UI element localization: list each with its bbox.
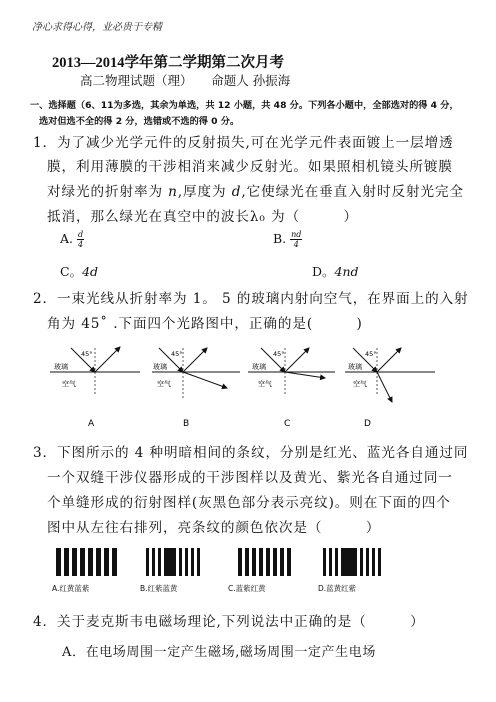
section-line-1: 一、选择题（6、11为多选，其余为单选，共 12 小题，共 48 分。下列各小题中，全部选对的得 4 分， [30,100,459,111]
q3-line-2: 一个双缝干涉仪器形成的干涉图样以及黄光、紫光各自通过同一 [47,470,453,486]
q1-option-d-label: D。 [312,264,335,279]
q2-b-glass: 玻璃 [153,363,167,371]
q2-label-c: C [284,419,291,429]
q1-option-c [60,262,98,280]
q2-c-angle: 45° [273,350,285,358]
q2-line-2: 角为 45˚ .下面四个光路图中，正确的是( ) [47,316,363,332]
q1-option-c-value: 4d [82,264,99,279]
q2-a-air: 空气 [62,380,76,388]
q1-option-a-label: A. [60,231,74,246]
q2-a-angle: 45° [81,350,93,358]
q2-diagram-b [152,348,240,429]
q2-diagram-c [248,348,335,429]
q2-c-glass: 玻璃 [252,363,266,371]
q2-diagram-a [50,347,140,429]
q1-line-4: 抵消，那么绿光在真空中的波长λ₀ 为（ ） [47,209,358,225]
q3-pattern-b [146,548,200,576]
q3-line-3: 个单缝形成的衍射图样(灰黑色部分表示亮纹)。则在下面的四个 [47,495,451,511]
q2-d-air: 空气 [353,380,367,388]
q1-line-1: 1．为了减少光学元件的反射损失,可在光学元件表面镀上一层增透 [33,135,454,151]
q1-option-a-den: 4 [78,240,84,249]
q1-option-d [312,262,359,280]
q1-option-a-num: d [78,230,84,239]
q1-option-d-value: 4nd [334,264,359,279]
q1-line-3-c: ,厚度为 [177,184,232,200]
q2-optics-diagrams [40,340,460,430]
q2-d-glass: 玻璃 [348,363,362,371]
q3-option-d: D.蓝黄红紫 [318,584,357,593]
q1-option-b-num: nd [291,230,302,239]
q1-option-a [60,230,84,249]
page-motto: 净心求得心得，业必贵于专精 [32,22,162,33]
q1-option-b [273,230,302,249]
q1-var-d: d [231,184,242,200]
q2-label-b: B [183,419,190,429]
q1-line-3-e: ,它使绿光在垂直入射时反射光完全 [241,184,465,200]
q1-option-b-den: 4 [293,240,299,249]
q2-line-1: 2．一束光线从折射率为 1。 5 的玻璃内射向空气，在界面上的入射 [33,291,469,307]
q3-pattern-a [56,548,117,576]
q3-line-4: 图中从左往右排列，亮条纹的颜色依次是（ ） [47,520,381,536]
q2-d-angle: 45° [365,350,377,358]
section-line-2: 选对但选不全的得 2 分，选错或不选的得 0 分。 [39,116,240,127]
q1-line-3 [47,180,464,200]
q4-option-a: A．在电场周围一定产生磁场,磁场周围一定产生电场 [62,645,376,660]
exam-subtitle: 高二物理试题（理） 命题人 孙振海 [80,73,291,88]
q3-option-b: B.红紫蓝黄 [140,584,178,593]
q3-pattern-d [323,548,381,576]
q2-label-d: D [364,419,371,429]
q3-option-a: A.红黄蓝紫 [52,584,90,593]
q2-a-glass: 玻璃 [54,363,68,371]
q1-var-n: n [168,184,178,200]
q1-option-b-label: B. [273,231,287,246]
q1-option-a-fraction [77,230,84,249]
q3-option-c: C.蓝紫红黄 [228,584,266,593]
exam-title: 2013—2014学年第二学期第二次月考 [52,55,284,71]
section-instructions [30,98,459,130]
q4-line-1: 4．关于麦克斯韦电磁场理论,下列说法中正确的是（ ） [33,614,425,630]
q1-line-2: 膜，利用薄膜的干涉相消来减少反射光。如果照相机镜头所镀膜 [47,159,453,175]
q3-fringe-patterns [50,546,450,578]
q2-label-a: A [88,419,95,429]
q3-pattern-c [238,548,291,576]
q2-b-angle: 45° [171,350,183,358]
q2-c-air: 空气 [258,380,272,388]
q1-option-b-fraction [290,230,302,249]
q1-line-3-a: 对绿光的折射率为 [47,184,169,200]
q2-diagram-d [345,348,435,429]
q3-line-1: 3．下图所示的 4 种明暗相间的条纹，分别是红光、蓝光各自通过同 [33,445,469,461]
q1-option-c-label: C。 [60,264,83,279]
q2-b-air: 空气 [157,380,171,388]
